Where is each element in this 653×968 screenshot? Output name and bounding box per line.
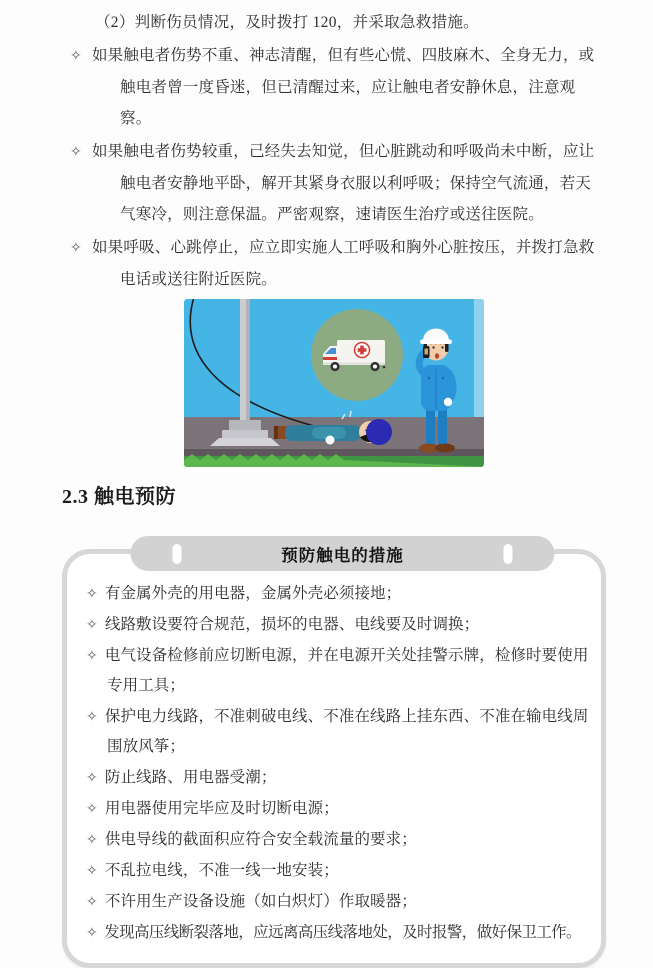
list-item bbox=[0, 232, 653, 295]
prevention-list bbox=[67, 579, 595, 948]
list-item-text: 线路敷设要符合规范，损坏的电器、电线要及时调换； bbox=[104, 616, 480, 633]
list-item-text: 不许用生产设备设施（如白炽灯）作取暖器； bbox=[104, 893, 417, 910]
list-item bbox=[67, 825, 595, 855]
box-title-banner bbox=[130, 536, 554, 571]
list-item bbox=[67, 579, 595, 609]
list-item bbox=[67, 794, 595, 824]
list-item-text: 供电导线的截面积应符合安全载流量的要求； bbox=[104, 831, 417, 848]
diamond-bullet-icon: ✧ bbox=[86, 832, 98, 848]
list-item-text: 如果呼吸、心跳停止，应立即实施人工呼吸和胸外心脏按压，并拨打急救电话或送往附近医院。 bbox=[91, 239, 595, 288]
diamond-bullet-icon: ✧ bbox=[86, 709, 98, 725]
paragraph-judge-victim-condition: （2）判断伤员情况，及时拨打 120，并采取急救措施。 bbox=[95, 14, 479, 31]
list-item-text: 用电器使用完毕应及时切断电源； bbox=[104, 800, 339, 817]
box-title: 预防触电的措施 bbox=[281, 545, 404, 565]
diamond-bullet-icon: ✧ bbox=[86, 894, 98, 910]
scene-svg bbox=[184, 299, 484, 467]
list-item-text: 不乱拉电线，不准一线一地安装； bbox=[104, 862, 339, 879]
diamond-bullet-icon: ✧ bbox=[70, 240, 82, 256]
section-heading: 2.3 触电预防 bbox=[62, 486, 176, 508]
diamond-bullet-icon: ✧ bbox=[86, 801, 98, 817]
list-item-text: 如果触电者伤势较重，己经失去知觉，但心脏跳动和呼吸尚未中断，应让触电者安静地平卧，解开其紧身衣服以利呼吸；保持空气流通，若天气寒冷，则注意保温。严密观察，速请医生治疗或送往医院。 bbox=[91, 143, 595, 223]
diamond-bullet-icon: ✧ bbox=[70, 48, 82, 64]
list-item-text: 保护电力线路，不准刺破电线、不准在线路上挂东西、不准在输电线周围放风筝； bbox=[104, 708, 589, 755]
diamond-bullet-icon: ✧ bbox=[86, 770, 98, 786]
pole-base-slab bbox=[210, 438, 280, 446]
diamond-bullet-icon: ✧ bbox=[86, 925, 98, 941]
first-aid-list bbox=[0, 40, 653, 295]
list-item bbox=[67, 856, 595, 886]
illustration-electric-shock-scene bbox=[184, 299, 484, 467]
list-item bbox=[67, 610, 595, 640]
diamond-bullet-icon: ✧ bbox=[86, 586, 98, 602]
list-item bbox=[0, 136, 653, 230]
sky-light-edge bbox=[474, 299, 484, 421]
diamond-bullet-icon: ✧ bbox=[86, 648, 98, 664]
list-item bbox=[67, 702, 595, 762]
list-item-text: 发现高压线断裂落地，应远离高压线落地处，及时报警，做好保卫工作。 bbox=[104, 924, 581, 941]
list-item bbox=[67, 887, 595, 917]
diamond-bullet-icon: ✧ bbox=[86, 863, 98, 879]
list-item-text: 防止线路、用电器受潮； bbox=[104, 769, 277, 786]
list-item-text: 电气设备检修前应切断电源，并在电源开关处挂警示牌，检修时要使用专用工具； bbox=[104, 647, 589, 694]
list-item bbox=[67, 918, 595, 948]
diamond-bullet-icon: ✧ bbox=[86, 617, 98, 633]
list-item bbox=[67, 641, 595, 701]
banner-slot-icon bbox=[172, 544, 181, 564]
pole-shade bbox=[246, 299, 250, 425]
list-item-text: 如果触电者伤势不重、神志清醒，但有些心慌、四肢麻木、全身无力，或触电者曾一度昏迷，但已清醒过来，应让触电者安静休息，注意观察。 bbox=[91, 47, 595, 127]
banner-slot-icon bbox=[503, 544, 512, 564]
list-item bbox=[0, 40, 653, 134]
list-item bbox=[67, 763, 595, 793]
ambulance-badge bbox=[311, 309, 403, 401]
diamond-bullet-icon: ✧ bbox=[70, 144, 82, 160]
prevention-measures-box bbox=[62, 545, 606, 968]
list-item-text: 有金属外壳的用电器，金属外壳必须接地； bbox=[104, 585, 402, 602]
